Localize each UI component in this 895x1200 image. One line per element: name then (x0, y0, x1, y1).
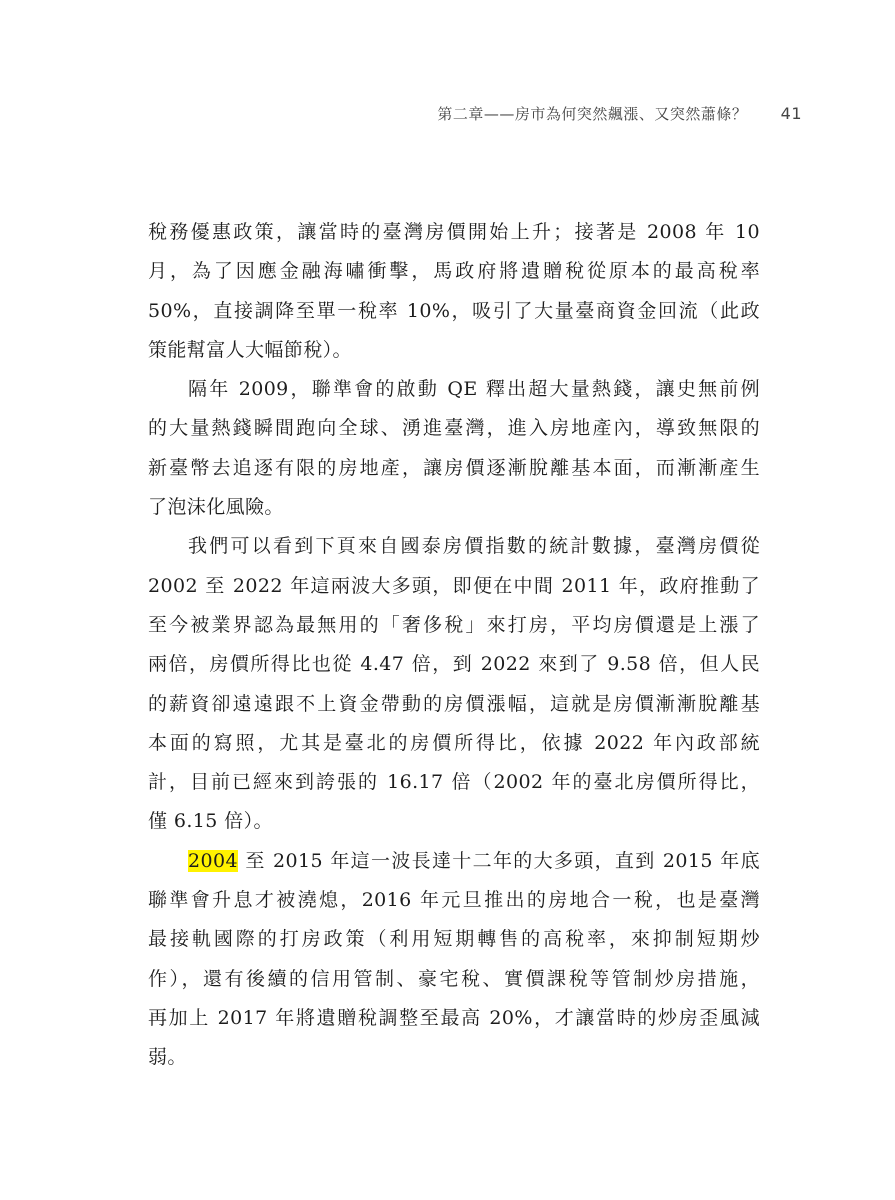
text-line: 作），還有後續的信用管制、豪宅稅、實價課稅等管制炒房措施， (148, 967, 760, 990)
text-line: 我們可以看到下頁來自國泰房價指數的統計數據，臺灣房價從 (188, 535, 760, 558)
text-line: 最接軌國際的打房政策（利用短期轉售的高稅率，來抑制短期炒 (148, 928, 760, 951)
text-line: 50%，直接調降至單一稅率 10%，吸引了大量臺商資金回流（此政 (148, 299, 760, 322)
text-line: 弱。 (148, 1046, 187, 1069)
paragraph (148, 213, 760, 370)
text-line: 僅 6.15 倍）。 (148, 810, 273, 833)
text-line: 兩倍，房價所得比也從 4.47 倍，到 2022 來到了 9.58 倍，但人民 (148, 653, 760, 676)
text-line: 了泡沫化風險。 (148, 496, 284, 519)
text-line: 新臺幣去追逐有限的房地產，讓房價逐漸脫離基本面，而漸漸產生 (148, 456, 760, 479)
text-line: 2002 至 2022 年這兩波大多頭，即便在中間 2011 年，政府推動了 (148, 574, 760, 597)
chapter-title: 第二章——房市為何突然飆漲、又突然蕭條？ (437, 105, 748, 123)
text-line: 再加上 2017 年將遺贈稅調整至最高 20%，才讓當時的炒房歪風減 (148, 1006, 760, 1029)
body-text (148, 213, 760, 1078)
text-span: 至 2015 年這一波長達十二年的大多頭，直到 2015 年底 (245, 849, 760, 872)
text-line (148, 842, 760, 881)
highlighted-text: 2004 (188, 849, 238, 872)
text-line: 的薪資卻遠遠跟不上資金帶動的房價漲幅，這就是房價漸漸脫離基 (148, 692, 760, 715)
text-line: 的大量熱錢瞬間跑向全球、湧進臺灣，進入房地產內，導致無限的 (148, 417, 760, 440)
text-line: 聯準會升息才被澆熄，2016 年元旦推出的房地合一稅，也是臺灣 (148, 889, 760, 912)
text-line: 策能幫富人大幅節稅）。 (148, 338, 352, 361)
text-line: 本面的寫照，尤其是臺北的房價所得比，依據 2022 年內政部統 (148, 731, 760, 754)
text-line: 稅務優惠政策，讓當時的臺灣房價開始上升；接著是 2008 年 10 (148, 221, 760, 243)
paragraph (148, 527, 760, 841)
running-header (437, 103, 802, 124)
text-line: 月，為了因應金融海嘯衝擊，馬政府將遺贈稅從原本的最高稅率 (148, 260, 760, 283)
page-number: 41 (780, 104, 802, 123)
paragraph (148, 370, 760, 527)
text-line: 至今被業界認為最無用的「奢侈稅」來打房，平均房價還是上漲了 (148, 613, 760, 636)
text-line: 計，目前已經來到誇張的 16.17 倍（2002 年的臺北房價所得比， (148, 771, 760, 794)
text-line: 隔年 2009，聯準會的啟動 QE 釋出超大量熱錢，讓史無前例 (188, 378, 760, 401)
paragraph (148, 842, 760, 1078)
